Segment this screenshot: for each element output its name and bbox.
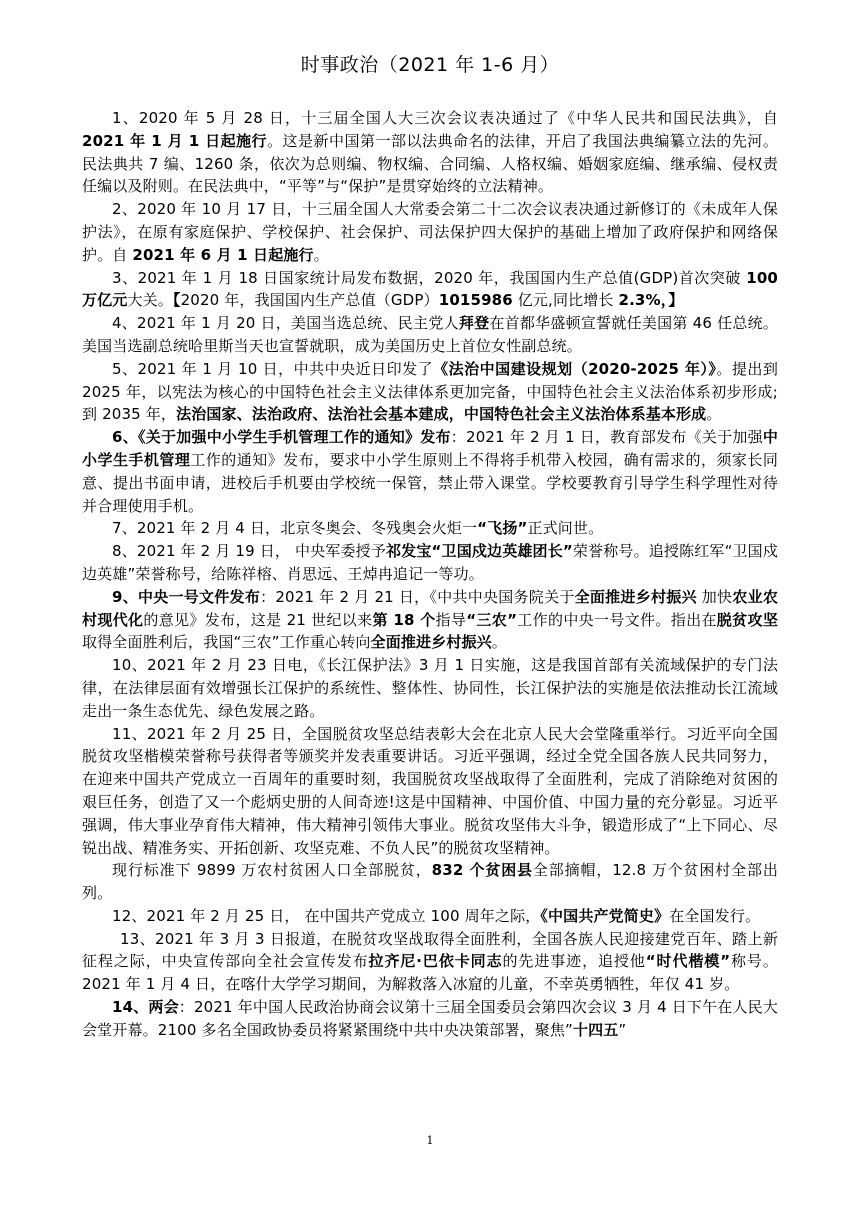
- news-item-4: [82, 312, 778, 358]
- bold-text: 《中国共产党简史》: [540, 906, 670, 925]
- document-body: [82, 107, 778, 1042]
- text-run: 全部摘帽，12.8 万个贫困村全部出列。: [82, 861, 779, 903]
- bold-text: “三农”: [466, 610, 518, 629]
- text-run: 4、2021 年 1 月 20 日，美国当选总统、民主党人: [112, 314, 459, 333]
- bold-text: 《法治中国建设规划（2020-2025 年）》: [433, 359, 717, 378]
- text-run: 称号。2021 年 1 月 4 日，在喀什大学学习期间，为解救落入冰窟的儿童，不幸英勇牺牲，年仅 41 岁。: [82, 952, 778, 994]
- text-run: 5、2021 年 1 月 10 日，中共中央近日印发了: [112, 359, 434, 378]
- text-run: 1、2020 年 5 月 28 日，十三届全国人大三次会议表决通过了《中华人民共和国民法典》，自: [112, 109, 778, 127]
- text-run: 3、2021 年 1 月 18 日国家统计局发布数据，2020 年，我国国内生产总值(GDP)首次突破: [112, 268, 747, 287]
- bold-text: 脱贫攻坚: [716, 610, 778, 629]
- text-run: 8、2021 年 2 月 19 日， 中央军委授予: [112, 542, 387, 561]
- text-run: ：2021 年 2 月 21 日，《中共中央国务院关于: [260, 587, 575, 606]
- news-item-12: [82, 859, 778, 905]
- text-run: 大关。: [127, 291, 173, 310]
- bold-text: 十四五: [572, 1020, 619, 1039]
- bold-text: 【: [172, 291, 181, 310]
- text-run: 在首都华盛顿宣誓就任美国第 46 任总统。美国当选副总统哈里斯当天也宣誓就职，成为美国历史上首位女性副总统。: [82, 314, 778, 355]
- text-run: 工作的中央一号文件。指出在: [517, 610, 717, 629]
- news-item-13: [82, 905, 778, 928]
- news-item-8: [82, 540, 778, 586]
- bold-text: “时代楷模”: [645, 952, 731, 971]
- text-run: 。: [313, 245, 329, 264]
- bold-text: 全面推进乡村振兴: [370, 633, 492, 652]
- text-run: ：2021 年中国人民政治协商会议第十三届全国委员会第四次会议 3 月 4 日下午在人民大会堂开幕。2100 多名全国政协委员将紧紧围绕中共中央决策部署，聚焦”: [82, 998, 779, 1039]
- text-run: 工作的通知》发布，要求中小学生原则上不得将手机带入校园，确有需求的，须家长同意、提出书面申请，进校后手机要由学校统一保管，禁止带入课堂。学校要教育引导学生科学理性对待并合理使用手机。: [82, 450, 778, 515]
- text-run: 亿元,同比增长: [512, 291, 619, 310]
- news-item-9: [82, 586, 778, 654]
- news-item-11: [82, 723, 778, 860]
- text-run: 指导: [435, 610, 467, 629]
- page-title: 时事政治（2021 年 1-6 月）: [300, 54, 560, 76]
- text-run: 。: [491, 633, 507, 652]
- bold-text: 2021 年 6 月 1 日起施行: [132, 245, 314, 264]
- text-run: 在全国发行。: [669, 906, 761, 925]
- text-run: 。这是新中国第一部以法典命名的法律，开启了我国法典编纂立法的先河。民法典共 7 编、1260 条，依次为总则编、物权编、合同编、人格权编、婚姻家庭编、继承编、侵权责任编以及附则。在民法典中，“平等”与“保护”是贯穿始终的立法精神。: [82, 131, 778, 196]
- bold-text: 农业农村现代化: [82, 587, 779, 629]
- bold-text: 法治国家、法治政府、法治社会基本建成，中国特色社会主义法治体系基本形成: [176, 405, 707, 424]
- news-item-2: [82, 198, 778, 266]
- text-run: 10、2021 年 2 月 23 日电，《长江保护法》3 月 1 日实施，这是我国首部有关流域保护的专门法律，在法律层面有效增强长江保护的系统性、整体性、协同性，长江保护法的实施是依法推动长江流域走出一条生态优先、绿色发展之路。: [82, 656, 778, 720]
- text-run: 13、2021 年 3 月 3 日报道，在脱贫攻坚战取得全面胜利，全国各族人民迎接建党百年、踏上新征程之际，中央宣传部向全社会宣传发布: [82, 929, 778, 971]
- text-run: 现行标准下 9899 万农村贫困人口全部脱贫，: [112, 861, 432, 880]
- bold-text: 第 18 个: [372, 610, 436, 629]
- bold-text: 14、两会: [112, 998, 179, 1017]
- bold-text: 拉齐尼·巴依卡同志: [368, 952, 503, 971]
- bold-text: 1015986: [438, 291, 513, 310]
- bold-text: 2021 年 1 月 1 日起施行: [82, 131, 268, 150]
- bold-text: 拜登: [458, 314, 490, 333]
- text-run: 。: [706, 405, 722, 424]
- news-item-7: [82, 517, 778, 540]
- news-item-3: [82, 267, 778, 313]
- bold-text: 9、中央一号文件发布: [112, 587, 261, 606]
- text-run: 7、2021 年 2 月 4 日，北京冬奥会、冬残奥会火炬一: [112, 519, 478, 538]
- text-run: 的先进事迹，追授他: [502, 952, 646, 971]
- text-run: 12、2021 年 2 月 25 日， 在中国共产党成立 100 周年之际，: [112, 906, 541, 925]
- text-run: 11、2021 年 2 月 25 日，全国脱贫攻坚总结表彰大会在北京人民大会堂隆重举行。习近平向全国脱贫攻坚楷模荣誉称号获得者等颁奖并发表重要讲话。习近平强调，经过全党全国各族人民共同努力，在迎来中国共产党成立一百周年的重要时刻，我国脱贫攻坚战取得了全面胜利，完成了消除绝对贫困的艰巨任务，创造了又一个彪炳史册的人间奇迹!这是中国精神、中国价值、中国力量的充分彰显。习近平强调，伟大事业孕育伟大精神，伟大精神引领伟大事业。脱贫攻坚伟大斗争，锻造形成了“上下同心、尽锐出战、精准务实、开拓创新、攻坚克难、不负人民”的脱贫攻坚精神。: [82, 724, 778, 857]
- news-item-10: [82, 654, 778, 722]
- text-run: 2、2020 年 10 月 17 日，十三届全国人大常委会第二十二次会议表决通过新修订的《未成年人保护法》，在原有家庭保护、学校保护、社会保护、司法保护四大保护的基础上增加了政府保护和网络保护。自: [82, 200, 778, 264]
- bold-text: 6、《关于加强中小学生手机管理工作的通知》发布: [112, 428, 451, 447]
- text-run: 加快: [696, 587, 733, 606]
- text-run: 取得全面胜利后，我国“三农”工作重心转向: [82, 633, 371, 652]
- text-run: 正式问世。: [527, 519, 604, 538]
- text-run: 的意见》发布，这是 21 世纪以来: [143, 610, 373, 629]
- news-item-6: [82, 426, 778, 517]
- text-run: 2020 年，我国国内生产总值（GDP）: [180, 291, 439, 310]
- text-run: 。提出到 2025 年，以宪法为核心的中国特色社会主义法律体系更加完备，中国特色社会主义法治体系初步形成;到 2035 年，: [82, 359, 778, 424]
- page-number: 1: [426, 1134, 434, 1147]
- news-item-5: [82, 358, 778, 426]
- bold-text: 祁发宝“卫国戍边英雄团长”: [386, 542, 573, 561]
- news-item-14: [82, 928, 778, 996]
- news-item-1: [82, 107, 778, 198]
- bold-text: 100 万亿元: [82, 268, 778, 310]
- text-run: 荣誉称号。追授陈红军“卫国戍边英雄”荣誉称号，给陈祥榕、肖思远、王焯冉追记一等功。: [82, 542, 778, 583]
- bold-text: 2.3%，】: [618, 291, 684, 310]
- bold-text: 全面推进乡村振兴: [574, 587, 697, 606]
- news-item-15: [82, 996, 778, 1042]
- text-run: ：2021 年 2 月 1 日，教育部发布《关于加强: [450, 428, 763, 447]
- text-run: ”: [618, 1020, 627, 1039]
- bold-text: 832 个贫困县: [431, 861, 533, 880]
- bold-text: 中小学生手机管理: [82, 428, 778, 469]
- bold-text: “飞扬”: [477, 519, 528, 538]
